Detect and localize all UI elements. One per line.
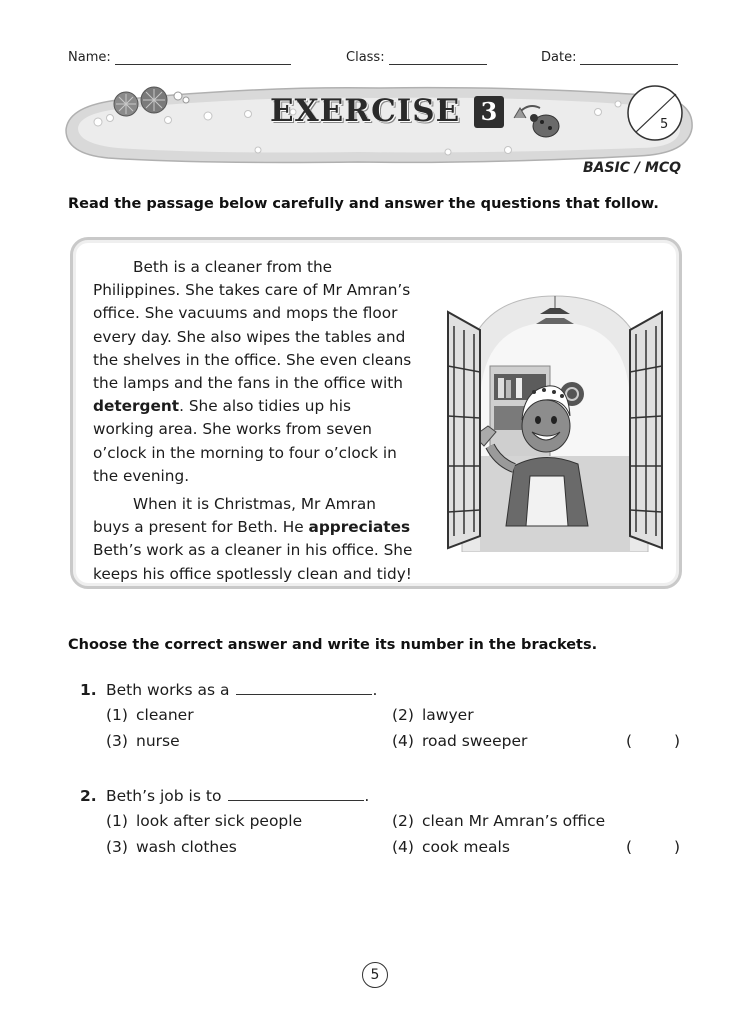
class-line[interactable] [389,52,487,65]
date-line[interactable] [580,52,678,65]
level-label: BASIC / MCQ [582,160,681,176]
score-circle[interactable] [626,84,684,142]
option-4: (4) road sweeper [392,732,528,750]
exercise-number: 3 [474,96,504,128]
option-1: (1) cleaner [106,706,194,724]
answer-bracket[interactable]: ( ) [626,732,681,750]
exercise-title: EXERCISE [270,93,461,129]
page-number: 5 [362,962,388,988]
question-stem: 1. Beth works as a . [80,681,378,699]
answer-blank[interactable] [236,680,372,695]
option-3: (3) wash clothes [106,838,237,856]
cleaner-illustration [444,286,666,552]
word-appreciates: appreciates [308,518,411,537]
answer-blank[interactable] [228,786,364,801]
name-line[interactable] [115,52,291,65]
date-label: Date: [541,50,577,65]
passage-paragraph-2: When it is Christmas, Mr Amran buys a present for Beth. He appreciates Beth’s work as a cleaner in his office. She keeps his office spotlessly clean and tidy! [93,495,413,583]
questions-instruction: Choose the correct answer and write its number in the brackets. [68,637,598,653]
class-label: Class: [346,50,385,65]
passage-paragraph-1: Beth is a cleaner from the Philippines. She takes care of Mr Amran’s office. She vacuums and mops the floor every day. She also wipes the tables and the shelves in the office. She even cleans the lamps and the fans in the office with detergent. She also tidies up his working area. She works from seven o’clock in the morning to four o’clock in the evening. [93,258,412,485]
answer-bracket[interactable]: ( ) [626,838,681,856]
word-detergent: detergent [93,397,180,416]
option-1: (1) look after sick people [106,812,303,830]
option-4: (4) cook meals [392,838,510,856]
class-field[interactable] [346,50,487,65]
option-2: (2) clean Mr Amran’s office [392,812,606,830]
name-field[interactable] [68,50,291,65]
date-field[interactable] [541,50,678,65]
option-2: (2) lawyer [392,706,474,724]
name-label: Name: [68,50,111,65]
passage-instruction: Read the passage below carefully and answer the questions that follow. [68,196,659,212]
question-stem: 2. Beth’s job is to . [80,787,370,805]
option-3: (3) nurse [106,732,180,750]
passage-text [93,256,415,586]
score-total: 5 [660,117,669,132]
